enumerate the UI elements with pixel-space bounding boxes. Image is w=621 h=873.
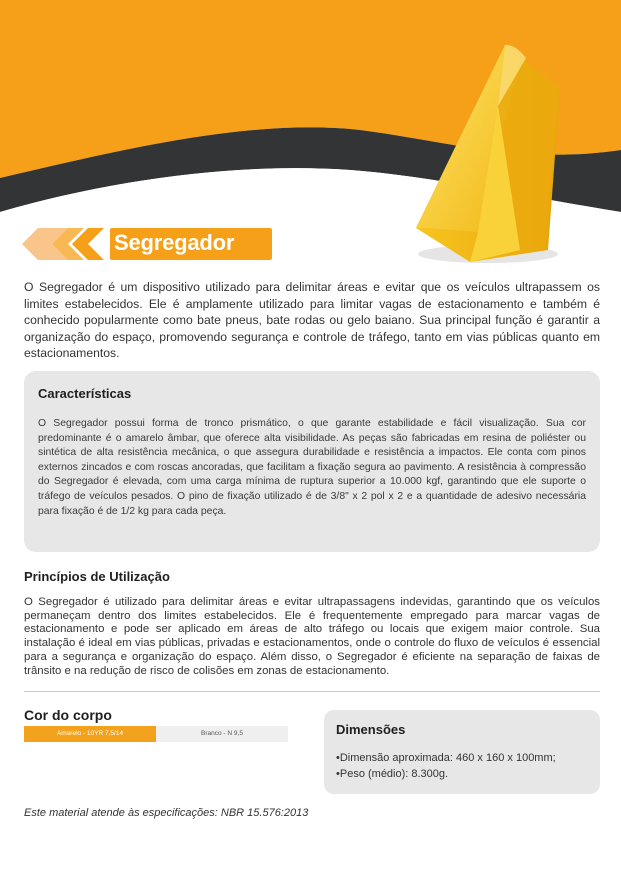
- principios-text: O Segregador é utilizado para delimitar áreas e evitar ultrapassagens indevidas, garantindo que os veículos permaneçam dentro dos limites estabelecidos. Ele é frequentemente empregado para marcar vagas de estacionamento e pode ser aplicado em áreas de alto tráfego ou locais que exigem maior controle. Sua instalação é ideal em vias públicas, privadas e estacionamentos, onde o controle do fluxo de veículos é essencial para a segurança e organização do espaço. Além disso, o Segregador é eficiente na separação de faixas de trânsito e na redução de risco de colisões em zonas de estacionamento.: [24, 596, 600, 677]
- double-chevron-icon: [22, 228, 118, 260]
- dimensoes-list: [336, 750, 556, 782]
- principios-title: Princípios de Utilização: [24, 569, 170, 584]
- norma-footnote: Este material atende às especificações: NBR 15.576:2013: [24, 807, 309, 819]
- color-swatch-branco: Branco - N 9,5: [156, 726, 288, 742]
- dimensoes-title: Dimensões: [336, 722, 406, 737]
- list-item: • Dimensão aproximada: 460 x 160 x 100mm;: [336, 750, 556, 766]
- caracteristicas-title: Características: [38, 386, 132, 401]
- intro-paragraph: O Segregador é um dispositivo utilizado para delimitar áreas e evitar que os veículos ultrapassem os limites estabelecidos. Ele é amplamente utilizado para limitar vagas de estacionamento e também é conhecido popularmente como bate pneus, bate rodas ou gelo baiano. Sua principal função é garantir a organização do espaço, promovendo segurança e controle de tráfego, tanto em vias públicas quanto em estacionamentos.: [24, 280, 600, 361]
- page-title: [22, 228, 262, 260]
- caracteristicas-card: [24, 371, 600, 552]
- color-swatch-amarelo: Amarelo - 10YR 7,5/14: [24, 726, 156, 742]
- caracteristicas-text: O Segregador possui forma de tronco prismático, o que garante estabilidade e fácil visualização. Sua cor predominante é o amarelo âmbar, que oferece alta visibilidade. As peças são fabricadas em resina de poliéster ou sintética de alta resistência mecânica, o que assegura durabilidade e resistência a impactos. Ele conta com pinos externos zincados e com roscas ancoradas, que facilitam a fixação segura ao pavimento. A resistência à compressão do Segregador é elevada, com uma carga mínima de ruptura superior a 10.000 kgf, garantindo que ele suporte o tráfego de veículos pesados. O pino de fixação utilizado é de 3/8" x 2 pol x 2 e a quantidade de adesivo necessária para fixação é de 1/2 kg para cada peça.: [38, 418, 586, 517]
- dimensoes-card: [324, 710, 600, 794]
- list-item: • Peso (médio): 8.300g.: [336, 766, 556, 782]
- cor-do-corpo-title: Cor do corpo: [24, 707, 112, 723]
- section-divider: [24, 691, 600, 692]
- title-text: Segregador: [114, 230, 235, 255]
